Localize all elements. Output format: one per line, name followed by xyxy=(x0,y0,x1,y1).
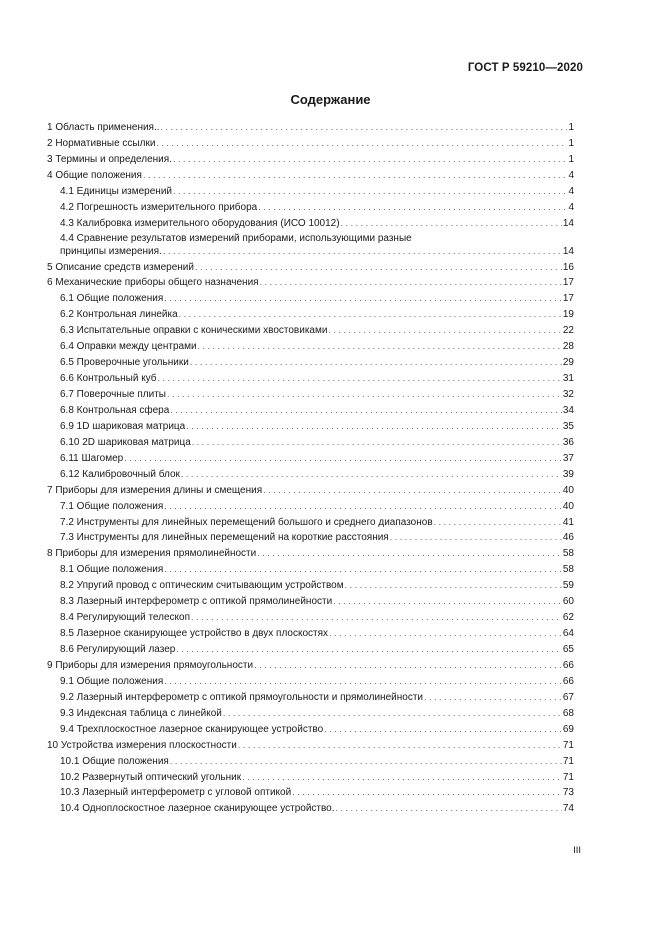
toc-entry-page: 4 xyxy=(568,169,574,181)
toc-entry-page: 67 xyxy=(562,691,574,703)
toc-entry[interactable] xyxy=(47,404,574,416)
toc-entry-page: 28 xyxy=(562,341,574,353)
toc-entry[interactable] xyxy=(47,547,574,559)
toc-entry[interactable] xyxy=(47,707,574,719)
toc-entry-title: 2 Нормативные ссылки xyxy=(47,137,156,149)
toc-entry-title: 6 Механические приборы общего назначения xyxy=(47,277,259,289)
toc-entry-title: 10 Устройства измерения плоскостности xyxy=(47,739,237,751)
toc-entry-page: 34 xyxy=(562,404,574,416)
toc-entry-title: 9 Приборы для измерения прямоугольности xyxy=(47,659,254,671)
toc-entry-title: 10.4 Одноплоскостное лазерное сканирующее устройство. xyxy=(60,803,335,815)
toc-entry-title: 8.5 Лазерное сканирующее устройство в двух плоскостях xyxy=(60,628,329,640)
toc-entry-title: 6.3 Испытательные оправки с коническими хвостовиками xyxy=(60,325,328,337)
toc-entry-title: 6.12 Калибровочный блок xyxy=(60,468,180,480)
toc-entry-title: 9.2 Лазерный интерферометр с оптикой прямоугольности и прямолинейности xyxy=(60,691,423,703)
toc-entry-page: 66 xyxy=(562,675,574,687)
toc-entry[interactable] xyxy=(47,579,574,591)
toc-entry[interactable] xyxy=(47,372,574,384)
toc-entry[interactable] xyxy=(47,484,574,496)
toc-entry-title: 6.6 Контрольный куб xyxy=(60,373,157,385)
dot-leader xyxy=(156,137,567,149)
dot-leader xyxy=(164,563,562,575)
toc-entry-title: 9.3 Индексная таблица с линейкой xyxy=(60,707,222,719)
toc-entry[interactable] xyxy=(47,261,574,273)
toc-entry-page: 60 xyxy=(562,596,574,608)
toc-entry[interactable] xyxy=(47,531,574,543)
toc-entry[interactable] xyxy=(47,340,574,352)
dot-leader xyxy=(424,691,562,703)
toc-entry-page: 58 xyxy=(562,548,574,560)
toc-entry-page: 1 xyxy=(568,153,574,165)
toc-entry-page: 40 xyxy=(562,484,574,496)
dot-leader xyxy=(191,611,562,623)
toc-title: Содержание xyxy=(290,92,371,107)
dot-leader xyxy=(238,739,562,751)
toc-entry-page: 17 xyxy=(562,293,574,305)
dot-leader xyxy=(390,531,562,543)
toc-entry-page: 73 xyxy=(562,787,574,799)
toc-entry[interactable] xyxy=(47,516,574,528)
toc-entry-title: 4.3 Калибровка измерительного оборудования (ИСО 10012) xyxy=(60,217,340,229)
toc-entry[interactable] xyxy=(47,468,574,480)
toc-entry-title: 4.1 Единицы измерений xyxy=(60,185,172,197)
toc-entry-page: 68 xyxy=(562,707,574,719)
toc-entry-title: 6.10 2D шариковая матрица xyxy=(60,436,191,448)
toc-entry-title-cont: принципы измерения. xyxy=(60,245,162,257)
dot-leader xyxy=(257,547,562,559)
toc-entry-title: 8.3 Лазерный интерферометр с оптикой прямолинейности xyxy=(60,596,333,608)
toc-entry-page: 37 xyxy=(562,452,574,464)
dot-leader xyxy=(176,643,562,655)
toc-entry[interactable] xyxy=(47,308,574,320)
toc-entry-page: 40 xyxy=(562,500,574,512)
toc-entry[interactable] xyxy=(47,356,574,368)
toc-entry-page: 1 xyxy=(568,122,574,133)
toc-entry-title: 7 Приборы для измерения длины и смещения xyxy=(47,484,263,496)
toc-entry-page: 1 xyxy=(568,137,574,149)
toc-entry-page: 4 xyxy=(568,185,574,197)
dot-leader xyxy=(242,771,562,783)
toc-entry[interactable] xyxy=(47,276,574,288)
toc-entry-title: 4.4 Сравнение результатов измерений приборами, использующими разные xyxy=(60,232,412,244)
toc-entry[interactable] xyxy=(47,388,574,400)
toc-entry-page: 58 xyxy=(562,564,574,576)
toc-entry[interactable] xyxy=(47,563,574,575)
dot-leader xyxy=(434,516,562,528)
dot-leader xyxy=(181,468,562,480)
toc-entry-title: 9.1 Общие положения xyxy=(60,675,164,687)
dot-leader xyxy=(170,404,562,416)
dot-leader xyxy=(195,261,562,273)
toc-entry-title: 1 Область применения.. xyxy=(47,122,160,133)
page-number: III xyxy=(573,845,581,856)
dot-leader xyxy=(163,245,562,257)
toc-entry[interactable] xyxy=(47,233,574,257)
toc-entry[interactable] xyxy=(47,153,574,165)
standard-code: ГОСТ Р 59210—2020 xyxy=(467,62,583,74)
toc-entry-page: 39 xyxy=(562,468,574,480)
toc-entry-page: 71 xyxy=(562,739,574,751)
dot-leader xyxy=(328,324,561,336)
toc-entry[interactable] xyxy=(47,771,574,783)
dot-leader xyxy=(173,153,567,165)
toc-entry-title: 8.4 Регулирующий телескоп xyxy=(60,612,191,624)
toc-entry-page: 35 xyxy=(562,420,574,432)
dot-leader xyxy=(329,627,562,639)
table-of-contents xyxy=(47,121,574,818)
dot-leader xyxy=(170,755,562,767)
toc-entry[interactable] xyxy=(47,201,574,213)
toc-entry-page: 14 xyxy=(562,245,574,257)
toc-entry-page: 74 xyxy=(562,803,574,815)
toc-entry-page: 59 xyxy=(562,580,574,592)
toc-entry-page: 62 xyxy=(562,612,574,624)
toc-entry-page: 22 xyxy=(562,325,574,337)
toc-entry-page: 71 xyxy=(562,755,574,767)
toc-entry-page: 36 xyxy=(562,436,574,448)
dot-leader xyxy=(164,675,562,687)
dot-leader xyxy=(292,786,562,798)
toc-entry[interactable] xyxy=(47,691,574,703)
toc-entry[interactable] xyxy=(47,500,574,512)
toc-entry-title: 6.9 1D шариковая матрица xyxy=(60,420,186,432)
toc-entry-title: 9.4 Трехплоскостное лазерное сканирующее устройство xyxy=(60,723,324,735)
toc-entry-page: 69 xyxy=(562,723,574,735)
dot-leader xyxy=(164,292,562,304)
toc-entry[interactable] xyxy=(47,169,574,181)
toc-entry-page: 31 xyxy=(562,373,574,385)
dot-leader xyxy=(345,579,562,591)
toc-entry-title: 10.3 Лазерный интерферометр с угловой оптикой xyxy=(60,787,292,799)
toc-entry-title: 8.6 Регулирующий лазер xyxy=(60,644,176,655)
toc-entry[interactable] xyxy=(47,739,574,751)
dot-leader xyxy=(192,436,562,448)
dot-leader xyxy=(173,185,567,197)
toc-entry-page: 64 xyxy=(562,628,574,640)
toc-entry[interactable] xyxy=(47,324,574,336)
toc-entry-title: 7.3 Инструменты для линейных перемещений на короткие расстояния xyxy=(60,532,389,544)
toc-entry-page: 65 xyxy=(562,644,574,655)
dot-leader xyxy=(333,595,562,607)
toc-entry-page: 19 xyxy=(562,309,574,321)
dot-leader xyxy=(336,802,562,814)
toc-entry-title: 7.1 Общие положения xyxy=(60,500,164,512)
toc-entry[interactable] xyxy=(47,452,574,464)
toc-entry[interactable] xyxy=(47,611,574,623)
toc-entry-title: 6.1 Общие положения xyxy=(60,293,164,305)
dot-leader xyxy=(167,388,562,400)
toc-entry[interactable] xyxy=(47,185,574,197)
toc-entry[interactable] xyxy=(47,436,574,448)
toc-entry[interactable] xyxy=(47,643,574,655)
toc-entry-title: 4.2 Погрешность измерительного прибора xyxy=(60,201,258,213)
toc-entry[interactable] xyxy=(47,121,574,133)
dot-leader xyxy=(324,723,562,735)
toc-entry-title: 4 Общие положения xyxy=(47,169,142,181)
toc-entry-page: 17 xyxy=(562,277,574,289)
toc-entry-title: 8 Приборы для измерения прямолинейности xyxy=(47,548,257,560)
toc-entry[interactable] xyxy=(47,420,574,432)
toc-entry-title: 10.2 Развернутый оптический угольник xyxy=(60,771,242,783)
toc-entry-title: 6.4 Оправки между центрами xyxy=(60,341,197,353)
toc-entry-page: 29 xyxy=(562,357,574,369)
toc-entry-title: 6.11 Шагомер xyxy=(60,452,124,464)
toc-entry-title: 10.1 Общие положения xyxy=(60,755,169,767)
toc-entry-title: 7.2 Инструменты для линейных перемещений большого и среднего диапазонов xyxy=(60,516,433,528)
toc-entry[interactable] xyxy=(47,292,574,304)
toc-entry[interactable] xyxy=(47,802,574,814)
dot-leader xyxy=(143,169,568,181)
dot-leader xyxy=(341,217,562,229)
toc-entry[interactable] xyxy=(47,595,574,607)
toc-entry-page: 66 xyxy=(562,659,574,671)
toc-entry-page: 46 xyxy=(562,532,574,544)
toc-entry[interactable] xyxy=(47,137,574,149)
toc-entry[interactable] xyxy=(47,627,574,639)
toc-entry[interactable] xyxy=(47,755,574,767)
dot-leader xyxy=(223,707,562,719)
dot-leader xyxy=(164,500,562,512)
dot-leader xyxy=(190,356,562,368)
toc-entry-title: 8.1 Общие положения xyxy=(60,564,164,576)
toc-entry-page: 71 xyxy=(562,771,574,783)
dot-leader xyxy=(186,420,562,432)
toc-entry-title: 6.7 Поверочные плиты xyxy=(60,389,166,400)
toc-entry-title: 6.2 Контрольная линейка xyxy=(60,309,178,321)
toc-entry[interactable] xyxy=(47,675,574,687)
toc-entry-page: 32 xyxy=(562,389,574,400)
toc-entry-page: 41 xyxy=(562,516,574,528)
dot-leader xyxy=(258,201,567,213)
toc-entry-title: 3 Термины и определения. xyxy=(47,153,172,165)
dot-leader xyxy=(158,372,562,384)
toc-entry[interactable] xyxy=(47,217,574,229)
dot-leader xyxy=(179,308,562,320)
dot-leader xyxy=(124,452,562,464)
toc-entry[interactable] xyxy=(47,723,574,735)
dot-leader xyxy=(161,121,568,133)
dot-leader xyxy=(198,340,562,352)
toc-entry-page: 16 xyxy=(562,261,574,273)
toc-entry[interactable] xyxy=(47,786,574,798)
toc-entry[interactable] xyxy=(47,659,574,671)
toc-entry-title: 5 Описание средств измерений xyxy=(47,261,194,273)
toc-entry-title: 6.8 Контрольная сфера xyxy=(60,404,170,416)
toc-entry-page: 14 xyxy=(562,217,574,229)
dot-leader xyxy=(254,659,562,671)
toc-entry-title: 6.5 Проверочные угольники xyxy=(60,357,189,369)
dot-leader xyxy=(260,276,562,288)
dot-leader xyxy=(263,484,562,496)
toc-entry-page: 4 xyxy=(568,201,574,213)
toc-entry-title: 8.2 Упругий провод с оптическим считывающим устройством xyxy=(60,580,344,592)
